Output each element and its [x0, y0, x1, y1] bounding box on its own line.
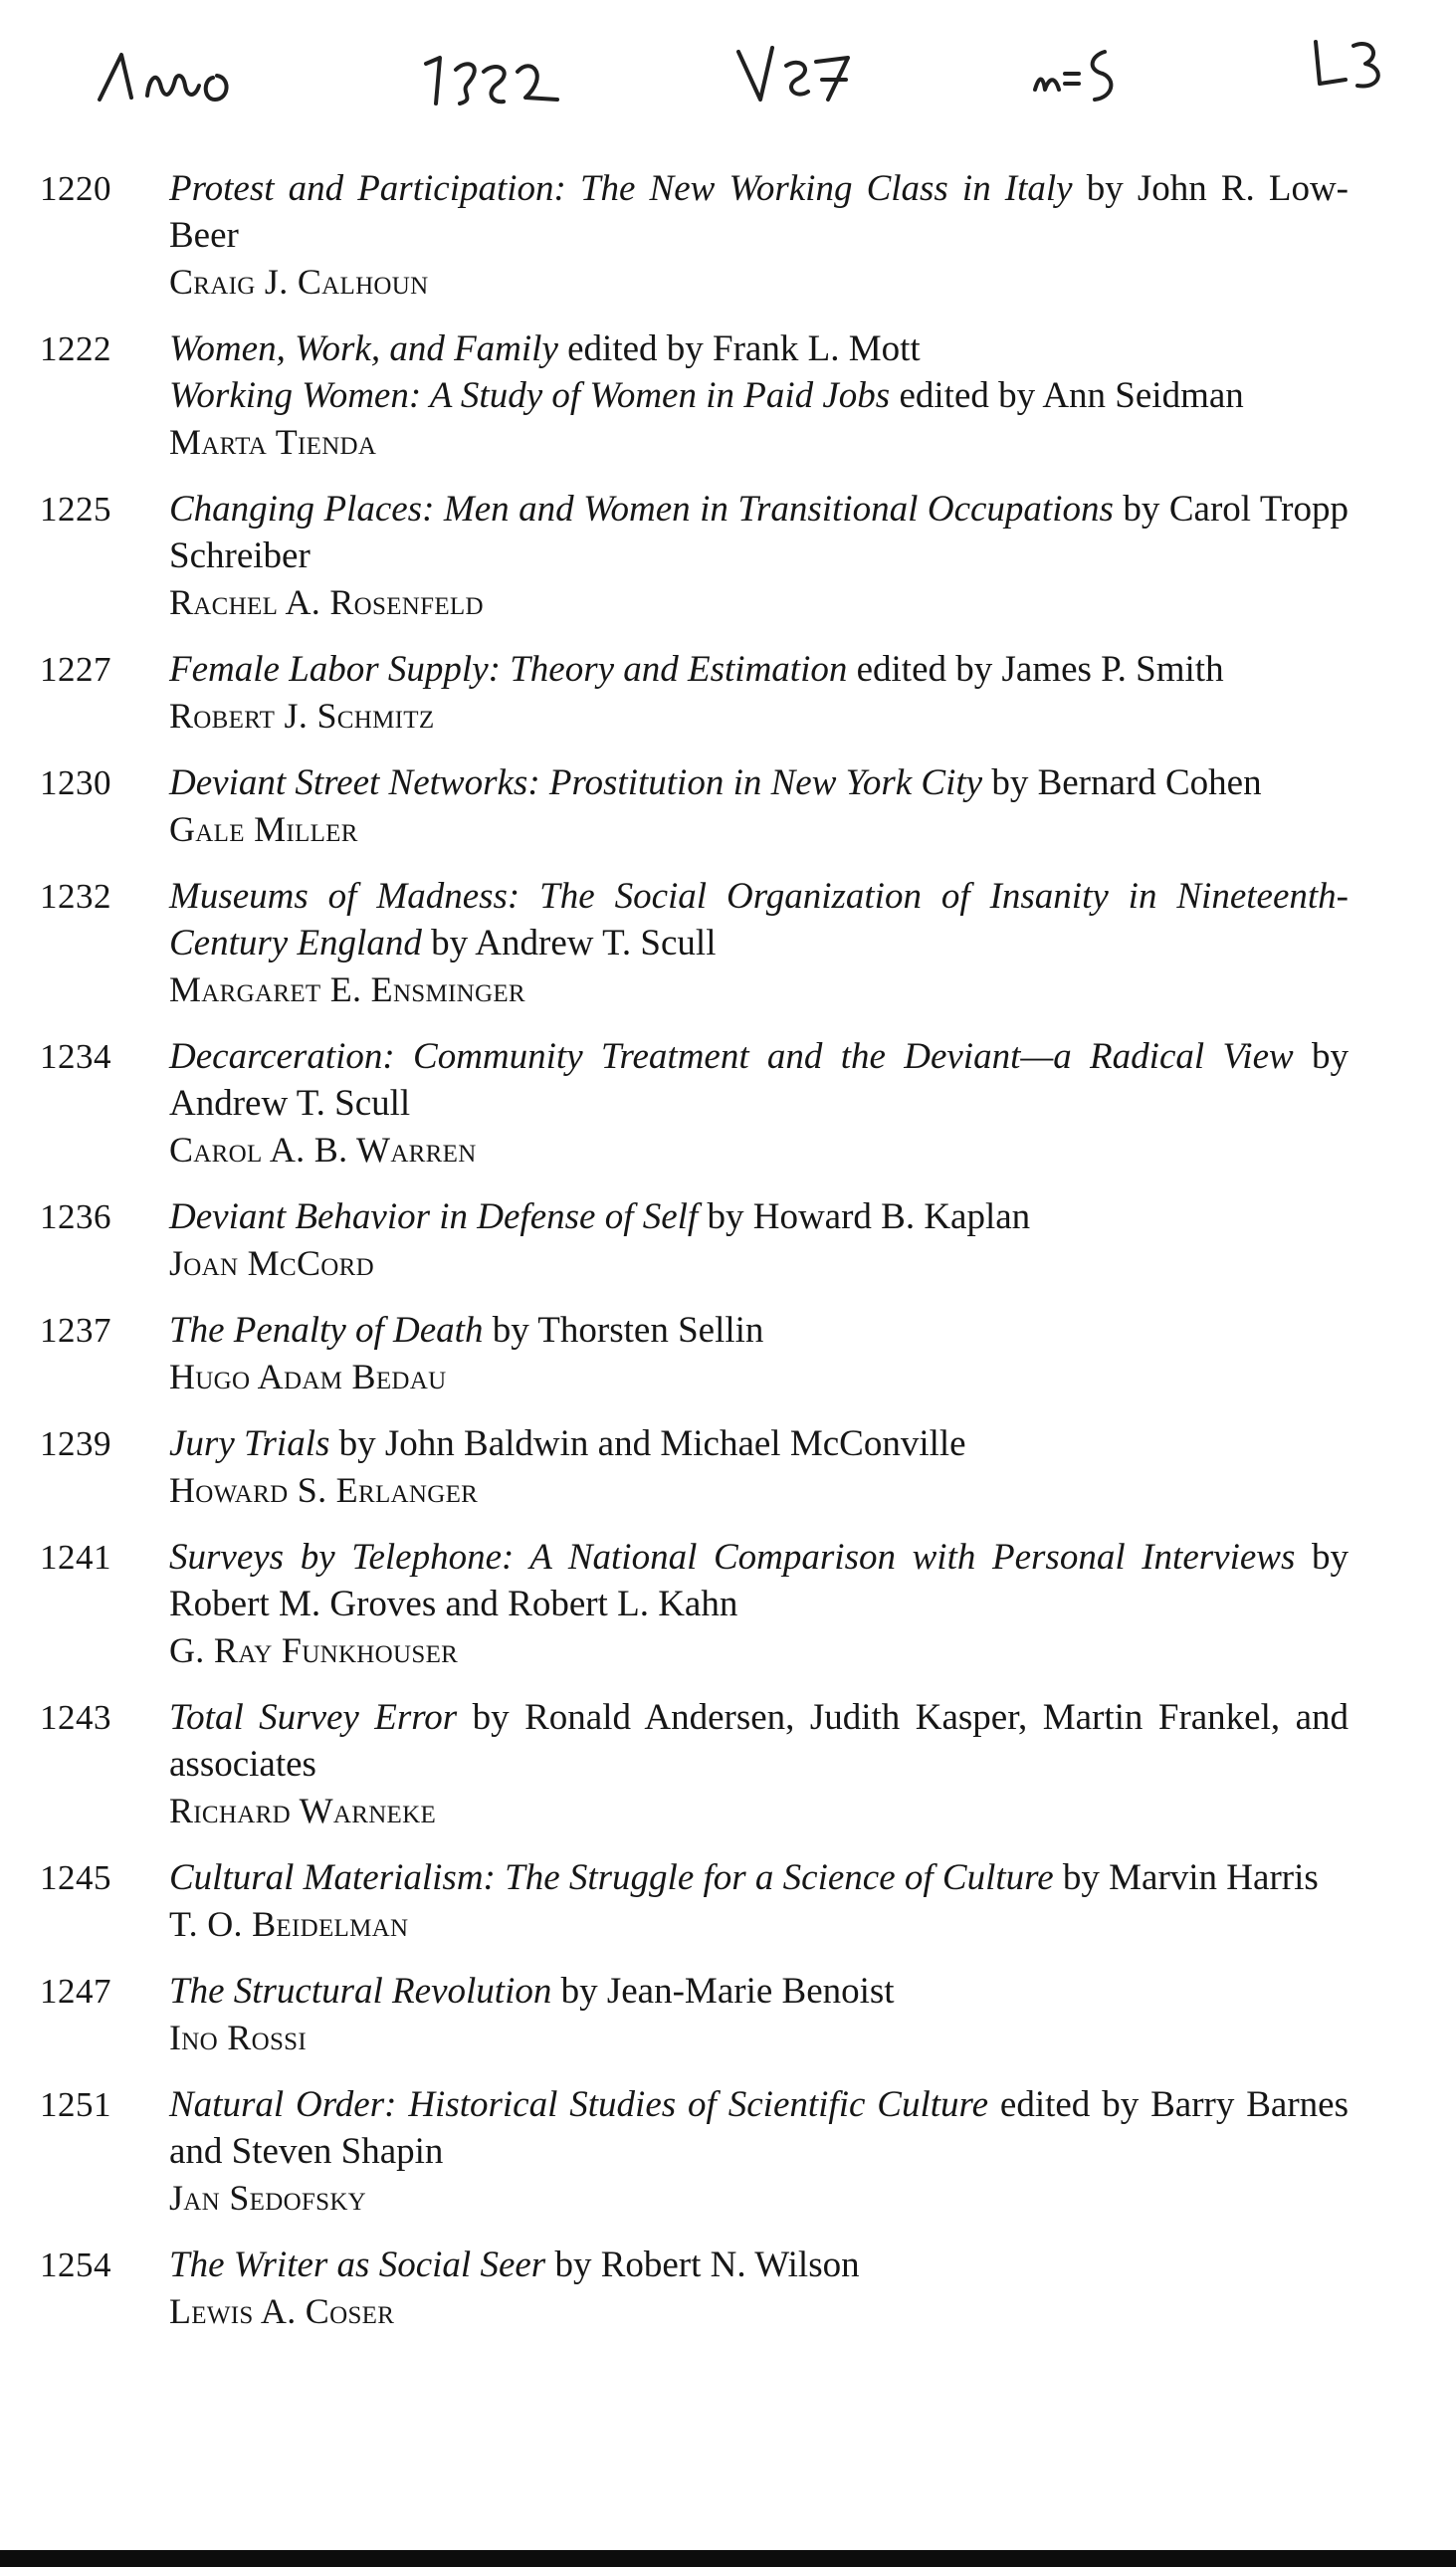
- book-author: by Andrew T. Scull: [431, 923, 717, 963]
- entry-body: [169, 759, 1349, 853]
- book-title: Working Women: A Study of Women in Paid Jobs: [169, 375, 891, 416]
- reviewer-name: Gale Miller: [169, 809, 358, 849]
- book-title: Museums of Madness: The Social Organization of Insanity in Nineteenth-Century England: [169, 876, 1349, 963]
- page-number: 1245: [40, 1858, 111, 1897]
- entry-body: [169, 325, 1349, 466]
- review-entry: [0, 646, 1456, 740]
- entry-body: [169, 2242, 1349, 2335]
- review-entry: [0, 1193, 1456, 1287]
- entry-body: [169, 1534, 1349, 1674]
- entry-body: [169, 1694, 1349, 1834]
- entry-body: [169, 1854, 1349, 1948]
- review-list: [0, 165, 1456, 2355]
- handwriting-drawing: [0, 0, 1456, 149]
- entry-body: [169, 1033, 1349, 1174]
- entry-body: [169, 2081, 1349, 2222]
- page-number: 1239: [40, 1424, 111, 1463]
- book-citation: [169, 165, 1349, 259]
- book-citation: [169, 1033, 1349, 1127]
- reviewer-name: Carol A. B. Warren: [169, 1130, 477, 1170]
- page-number: 1241: [40, 1538, 111, 1577]
- book-title: The Structural Revolution: [169, 1971, 552, 2012]
- book-title: Changing Places: Men and Women in Transitional Occupations: [169, 489, 1114, 530]
- review-entry: [0, 325, 1456, 466]
- book-author: by Carol Tropp Schreiber: [169, 489, 1350, 576]
- book-title: Deviant Street Networks: Prostitution in New York City: [169, 762, 983, 803]
- page-number: 1220: [40, 169, 111, 208]
- book-author: edited by Frank L. Mott: [567, 328, 921, 369]
- book-citation: [169, 1968, 1349, 2015]
- book-author: by Jean-Marie Benoist: [560, 1971, 895, 2012]
- scan-bottom-edge: [0, 2550, 1456, 2567]
- entry-body: [169, 165, 1349, 306]
- book-citation: [169, 2242, 1349, 2288]
- review-entry: [0, 1534, 1456, 1674]
- reviewer-name: Margaret E. Ensminger: [169, 969, 525, 1009]
- book-title: The Penalty of Death: [169, 1310, 484, 1351]
- book-author: by Howard B. Kaplan: [707, 1196, 1031, 1237]
- book-title: Decarceration: Community Treatment and the Deviant—a Radical View: [169, 1036, 1294, 1077]
- page-number: 1251: [40, 2085, 111, 2124]
- book-author: by Ronald Andersen, Judith Kasper, Martin Frankel, and associates: [169, 1697, 1349, 1785]
- book-title: Surveys by Telephone: A National Comparison with Personal Interviews: [169, 1537, 1296, 1578]
- book-title: The Writer as Social Seer: [169, 2245, 546, 2285]
- review-entry: [0, 873, 1456, 1013]
- reviewer-name: Jan Sedofsky: [169, 2178, 367, 2218]
- review-entry: [0, 1307, 1456, 1400]
- page-number: 1232: [40, 877, 111, 916]
- book-citation: [169, 486, 1349, 579]
- review-entry: [0, 759, 1456, 853]
- book-citation: [169, 1854, 1349, 1901]
- entry-body: [169, 1420, 1349, 1514]
- review-entry: [0, 2081, 1456, 2222]
- review-entry: [0, 2242, 1456, 2335]
- review-entry: [0, 1694, 1456, 1834]
- entry-body: [169, 1307, 1349, 1400]
- book-author: by John Baldwin and Michael McConville: [338, 1423, 966, 1464]
- book-author: by Andrew T. Scull: [169, 1036, 1349, 1124]
- page-number: 1222: [40, 329, 111, 368]
- book-author: by Bernard Cohen: [991, 762, 1262, 803]
- page-number: 1243: [40, 1698, 111, 1737]
- book-citation: [169, 1307, 1349, 1354]
- book-author: by Robert N. Wilson: [554, 2245, 860, 2285]
- reviewer-name: Richard Warneke: [169, 1791, 437, 1830]
- book-author: by Thorsten Sellin: [492, 1310, 764, 1351]
- review-entry: [0, 165, 1456, 306]
- book-author: edited by Barry Barnes and Steven Shapin: [169, 2084, 1349, 2172]
- page-number: 1237: [40, 1311, 111, 1350]
- book-citation: [169, 759, 1349, 806]
- page-number: 1225: [40, 490, 111, 529]
- book-author: by John R. Low-Beer: [169, 168, 1349, 256]
- book-citation: [169, 1534, 1349, 1627]
- entry-body: [169, 1193, 1349, 1287]
- page-number: 1254: [40, 2246, 111, 2284]
- book-citation: [169, 1420, 1349, 1467]
- reviewer-name: Ino Rossi: [169, 2018, 307, 2057]
- reviewer-name: T. O. Beidelman: [169, 1904, 409, 1944]
- entry-body: [169, 873, 1349, 1013]
- entry-body: [169, 646, 1349, 740]
- reviewer-name: Marta Tienda: [169, 422, 377, 462]
- page-number: 1230: [40, 763, 111, 802]
- handwritten-annotation: [0, 0, 1456, 149]
- book-title: Jury Trials: [169, 1423, 330, 1464]
- book-title: Cultural Materialism: The Struggle for a Science of Culture: [169, 1857, 1054, 1898]
- review-entry: [0, 486, 1456, 626]
- page-number: 1247: [40, 1972, 111, 2011]
- book-citation: [169, 1193, 1349, 1240]
- entry-body: [169, 486, 1349, 626]
- reviewer-name: G. Ray Funkhouser: [169, 1630, 459, 1670]
- book-citation: [169, 1694, 1349, 1788]
- reviewer-name: Robert J. Schmitz: [169, 696, 435, 736]
- book-title: Deviant Behavior in Defense of Self: [169, 1196, 699, 1237]
- page-number: 1236: [40, 1197, 111, 1236]
- book-citation: [169, 325, 1349, 372]
- book-author: edited by James P. Smith: [856, 649, 1224, 690]
- book-title: Natural Order: Historical Studies of Scientific Culture: [169, 2084, 988, 2125]
- book-title: Women, Work, and Family: [169, 328, 558, 369]
- review-entry: [0, 1854, 1456, 1948]
- review-entry: [0, 1968, 1456, 2061]
- reviewer-name: Craig J. Calhoun: [169, 262, 429, 302]
- entry-body: [169, 1968, 1349, 2061]
- book-title: Protest and Participation: The New Working Class in Italy: [169, 168, 1073, 209]
- book-author: by Marvin Harris: [1062, 1857, 1319, 1898]
- review-entry: [0, 1420, 1456, 1514]
- book-title: Female Labor Supply: Theory and Estimation: [169, 649, 848, 690]
- book-author: by Robert M. Groves and Robert L. Kahn: [169, 1537, 1349, 1624]
- reviewer-name: Hugo Adam Bedau: [169, 1357, 447, 1396]
- reviewer-name: Joan McCord: [169, 1243, 374, 1283]
- book-citation: [169, 873, 1349, 966]
- book-citation: [169, 2081, 1349, 2175]
- review-entry: [0, 1033, 1456, 1174]
- book-citation: [169, 646, 1349, 693]
- reviewer-name: Lewis A. Coser: [169, 2291, 395, 2331]
- page-number: 1234: [40, 1037, 111, 1076]
- book-citation: [169, 372, 1349, 419]
- book-title: Total Survey Error: [169, 1697, 458, 1738]
- page-number: 1227: [40, 650, 111, 689]
- reviewer-name: Howard S. Erlanger: [169, 1470, 479, 1510]
- book-author: edited by Ann Seidman: [899, 375, 1244, 416]
- reviewer-name: Rachel A. Rosenfeld: [169, 582, 484, 622]
